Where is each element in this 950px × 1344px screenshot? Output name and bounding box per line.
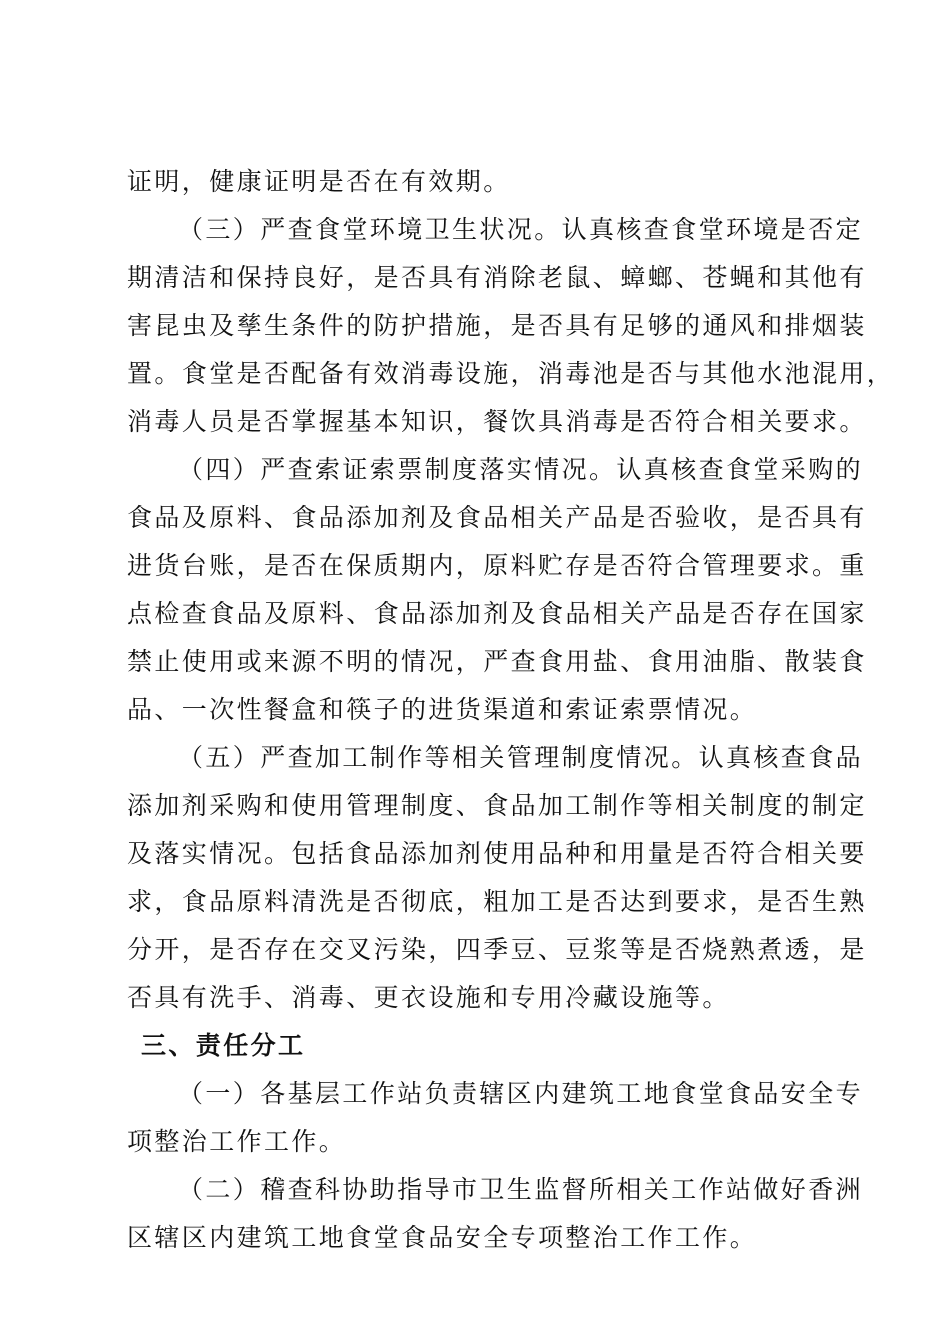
text-line: 食品及原料、食品添加剂及食品相关产品是否验收，是否具有	[127, 503, 867, 532]
paragraph-health-certificate	[127, 158, 832, 206]
text-line: 禁止使用或来源不明的情况，严查食用盐、食用油脂、散装食	[127, 647, 867, 676]
paragraph-receipts-system	[127, 446, 867, 734]
text-line: （一）各基层工作站负责辖区内建筑工地食堂食品安全专	[178, 1079, 864, 1108]
text-line: 害昆虫及孳生条件的防护措施，是否具有足够的通风和排烟装	[127, 311, 867, 340]
text-line: 分开，是否存在交叉污染，四季豆、豆浆等是否烧熟煮透，是	[127, 935, 867, 964]
text-line: （四）严查索证索票制度落实情况。认真核查食堂采购的	[178, 455, 864, 484]
text-line: 求，食品原料清洗是否彻底，粗加工是否达到要求，是否生熟	[127, 887, 867, 916]
text-line: 项整治工作工作。	[127, 1127, 347, 1156]
paragraph-grassroots-stations	[127, 1070, 864, 1166]
text-line: 品、一次性餐盒和筷子的进货渠道和索证索票情况。	[127, 695, 758, 724]
text-line: 添加剂采购和使用管理制度、食品加工制作等相关制度的制定	[127, 791, 867, 820]
text-line: 及落实情况。包括食品添加剂使用品种和用量是否符合相关要	[127, 839, 867, 868]
paragraph-inspection-section	[127, 1166, 864, 1262]
text-line: 否具有洗手、消毒、更衣设施和专用冷藏设施等。	[127, 983, 730, 1012]
text-line: 区辖区内建筑工地食堂食品安全专项整治工作工作。	[127, 1223, 758, 1252]
text-line: （五）严查加工制作等相关管理制度情况。认真核查食品	[178, 743, 864, 772]
text-line: 期清洁和保持良好，是否具有消除老鼠、蟑螂、苍蝇和其他有	[127, 263, 867, 292]
text-line: 点检查食品及原料、食品添加剂及食品相关产品是否存在国家	[127, 599, 867, 628]
document-body	[127, 158, 895, 1262]
text-line: 消毒人员是否掌握基本知识，餐饮具消毒是否符合相关要求。	[127, 407, 867, 436]
section-heading: 三、责任分工	[141, 1031, 306, 1060]
text-line: （三）严查食堂环境卫生状况。认真核查食堂环境是否定	[178, 215, 864, 244]
text-line: 进货台账，是否在保质期内，原料贮存是否符合管理要求。重	[127, 551, 867, 580]
text-line: 置。食堂是否配备有效消毒设施，消毒池是否与其他水池混用，	[127, 359, 895, 388]
text-line: 证明，健康证明是否在有效期。	[127, 167, 511, 196]
paragraph-processing-management	[127, 734, 867, 1022]
paragraph-canteen-environment	[127, 206, 895, 446]
text-line: （二）稽查科协助指导市卫生监督所相关工作站做好香洲	[178, 1175, 864, 1204]
